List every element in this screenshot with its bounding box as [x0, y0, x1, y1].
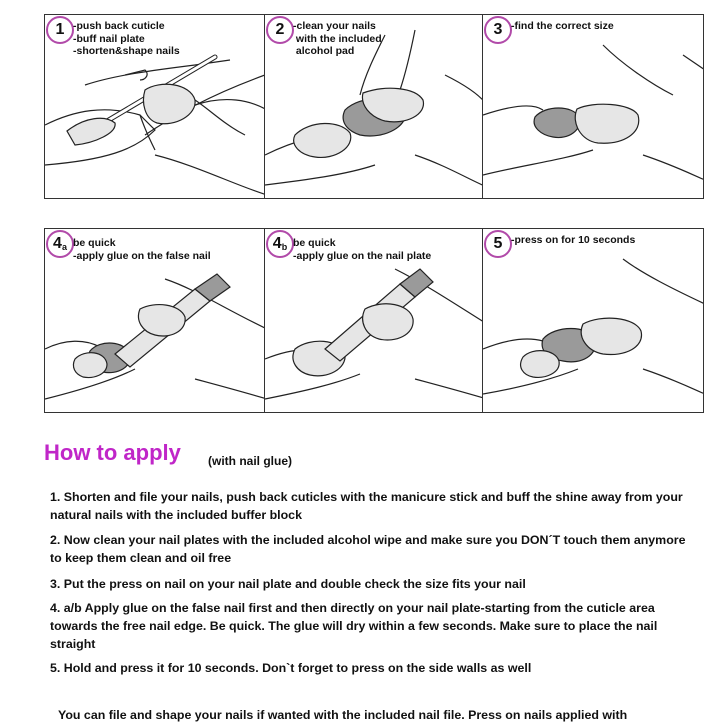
instruction-step-3: 3. Put the press on nail on your nail plate and double check the size fits your nail [50, 577, 526, 591]
step-caption: -push back cuticle -buff nail plate -shorten&shape nails [73, 20, 180, 57]
step-panel-2 [264, 14, 486, 199]
step-caption: be quick -apply glue on the false nail [73, 237, 211, 262]
press-on-illustration [483, 229, 704, 413]
instruction-step-5: 5. Hold and press it for 10 seconds. Don`t forget to press on the side walls as well [50, 661, 532, 675]
step-number-badge: $4_a$ [46, 230, 74, 258]
step-number-badge: 5 [484, 230, 512, 258]
instruction-step-4: 4. a/b Apply glue on the false nail first and then directly on your nail plate-starting from the cuticle area towards the free nail edge. Be quick. The glue will dry within a few seconds. Make sure to place the nail straight [50, 601, 658, 651]
step-number-badge: 2 [266, 16, 294, 44]
step-caption: -clean your nails with the included alcohol pad [293, 20, 382, 57]
step-caption: -find the correct size [511, 20, 614, 32]
step-number-badge: $4_b$ [266, 230, 294, 258]
step-panel-4a [44, 228, 266, 413]
step-panel-4b [264, 228, 486, 413]
how-to-apply-heading: How to apply [44, 440, 181, 465]
step-panel-1 [44, 14, 266, 199]
step-number-badge: 1 [46, 16, 74, 44]
footer-note: You can file and shape your nails if wanted with the included nail file. Press on nails applied with [58, 708, 628, 722]
step-caption: -press on for 10 seconds [511, 234, 636, 246]
heading-subtitle: (with nail glue) [208, 454, 292, 468]
step-panel-5 [482, 228, 704, 413]
step-panel-3 [482, 14, 704, 199]
step-caption: be quick -apply glue on the nail plate [293, 237, 432, 262]
size-check-illustration [483, 15, 704, 199]
instruction-step-1: 1. Shorten and file your nails, push back cuticles with the manicure stick and buff the shine away from your natural nails with the included buffer block [50, 490, 683, 522]
step-number-badge: 3 [484, 16, 512, 44]
instruction-step-2: 2. Now clean your nail plates with the included alcohol wipe and make sure you DON´T touch them anymore to keep them clean and oil free [50, 533, 686, 565]
